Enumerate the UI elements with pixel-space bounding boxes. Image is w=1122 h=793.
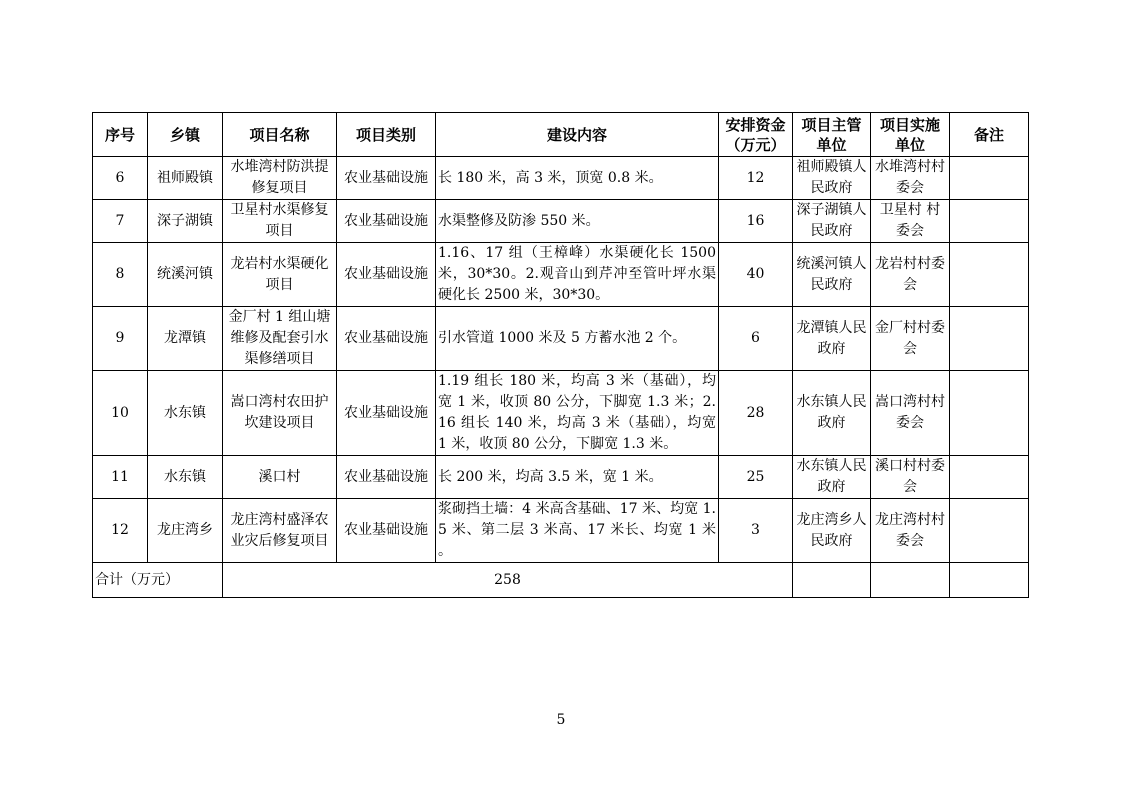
header-row: [93, 113, 1029, 157]
cell-implementer: 金厂村村委会: [871, 307, 950, 371]
cell-seq: 12: [93, 499, 148, 563]
cell-implementer: 溪口村村委会: [871, 456, 950, 499]
header-implementer: 项目实施单位: [871, 113, 950, 157]
cell-township: 祖师殿镇: [148, 157, 223, 200]
header-project-name: 项目名称: [223, 113, 337, 157]
total-row: [93, 563, 1029, 598]
total-value: 258: [223, 563, 793, 598]
cell-content: 浆砌挡土墙：4 米高含基础、17 米、均宽 1.5 米、第二层 3 米高、17 米长、均宽 1 米 。: [436, 499, 719, 563]
cell-township: 龙庄湾乡: [148, 499, 223, 563]
header-supervisor: 项目主管单位: [793, 113, 871, 157]
cell-remarks: [950, 371, 1029, 456]
cell-implementer: 卫星村 村委会: [871, 200, 950, 243]
cell-funding: 16: [719, 200, 793, 243]
total-empty-cell: [950, 563, 1029, 598]
cell-project-name: 溪口村: [223, 456, 337, 499]
cell-content: 长 180 米，高 3 米，顶宽 0.8 米。: [436, 157, 719, 200]
table-row: [93, 157, 1029, 200]
cell-township: 水东镇: [148, 371, 223, 456]
cell-supervisor: 龙潭镇人民政府: [793, 307, 871, 371]
cell-implementer: 龙庄湾村村委会: [871, 499, 950, 563]
header-funding: 安排资金（万元）: [719, 113, 793, 157]
cell-implementer: 水堆湾村村委会: [871, 157, 950, 200]
cell-supervisor: 水东镇人民政府: [793, 456, 871, 499]
cell-funding: 25: [719, 456, 793, 499]
cell-category: 农业基础设施: [337, 243, 436, 307]
header-township: 乡镇: [148, 113, 223, 157]
table-row: [93, 200, 1029, 243]
header-content: 建设内容: [436, 113, 719, 157]
cell-funding: 6: [719, 307, 793, 371]
cell-seq: 9: [93, 307, 148, 371]
table-row: [93, 371, 1029, 456]
cell-seq: 10: [93, 371, 148, 456]
total-empty-cell: [793, 563, 871, 598]
cell-remarks: [950, 243, 1029, 307]
cell-funding: 3: [719, 499, 793, 563]
cell-supervisor: 统溪河镇人民政府: [793, 243, 871, 307]
cell-content: 1.19 组长 180 米，均高 3 米（基础），均宽 1 米，收顶 80 公分，下脚宽 1.3 米；2.16 组长 140 米，均高 3 米（基础），均宽 1 米，收顶 80 公分，下脚宽 1.3 米。: [436, 371, 719, 456]
table-row: [93, 307, 1029, 371]
cell-supervisor: 水东镇人民政府: [793, 371, 871, 456]
cell-supervisor: 深子湖镇人民政府: [793, 200, 871, 243]
cell-category: 农业基础设施: [337, 157, 436, 200]
header-seq: 序号: [93, 113, 148, 157]
cell-seq: 7: [93, 200, 148, 243]
project-table: [92, 112, 1029, 598]
cell-project-name: 嵩口湾村农田护坎建设项目: [223, 371, 337, 456]
total-empty-cell: [871, 563, 950, 598]
cell-remarks: [950, 456, 1029, 499]
total-label: 合计（万元）: [93, 563, 223, 598]
cell-seq: 6: [93, 157, 148, 200]
cell-category: 农业基础设施: [337, 200, 436, 243]
cell-township: 龙潭镇: [148, 307, 223, 371]
header-remarks: 备注: [950, 113, 1029, 157]
cell-category: 农业基础设施: [337, 456, 436, 499]
page-number: 5: [556, 712, 566, 728]
table-row: [93, 243, 1029, 307]
cell-project-name: 龙岩村水渠硬化项目: [223, 243, 337, 307]
cell-funding: 40: [719, 243, 793, 307]
cell-content: 1.16、17 组（王樟峰）水渠硬化长 1500 米，30*30。2.观音山到芹冲至管叶坪水渠硬化长 2500 米，30*30。: [436, 243, 719, 307]
cell-remarks: [950, 157, 1029, 200]
cell-remarks: [950, 200, 1029, 243]
cell-funding: 28: [719, 371, 793, 456]
cell-supervisor: 祖师殿镇人民政府: [793, 157, 871, 200]
cell-supervisor: 龙庄湾乡人民政府: [793, 499, 871, 563]
cell-project-name: 卫星村水渠修复项目: [223, 200, 337, 243]
cell-implementer: 嵩口湾村村委会: [871, 371, 950, 456]
cell-funding: 12: [719, 157, 793, 200]
cell-township: 水东镇: [148, 456, 223, 499]
cell-township: 统溪河镇: [148, 243, 223, 307]
cell-category: 农业基础设施: [337, 307, 436, 371]
cell-township: 深子湖镇: [148, 200, 223, 243]
cell-content: 水渠整修及防渗 550 米。: [436, 200, 719, 243]
cell-seq: 11: [93, 456, 148, 499]
cell-content: 引水管道 1000 米及 5 方蓄水池 2 个。: [436, 307, 719, 371]
table-row: [93, 456, 1029, 499]
table-row: [93, 499, 1029, 563]
cell-category: 农业基础设施: [337, 371, 436, 456]
cell-remarks: [950, 307, 1029, 371]
cell-content: 长 200 米，均高 3.5 米，宽 1 米。: [436, 456, 719, 499]
cell-category: 农业基础设施: [337, 499, 436, 563]
cell-seq: 8: [93, 243, 148, 307]
header-category: 项目类别: [337, 113, 436, 157]
cell-project-name: 水堆湾村防洪提修复项目: [223, 157, 337, 200]
cell-implementer: 龙岩村村委会: [871, 243, 950, 307]
cell-remarks: [950, 499, 1029, 563]
cell-project-name: 金厂村 1 组山塘维修及配套引水渠修缮项目: [223, 307, 337, 371]
cell-project-name: 龙庄湾村盛泽农业灾后修复项目: [223, 499, 337, 563]
